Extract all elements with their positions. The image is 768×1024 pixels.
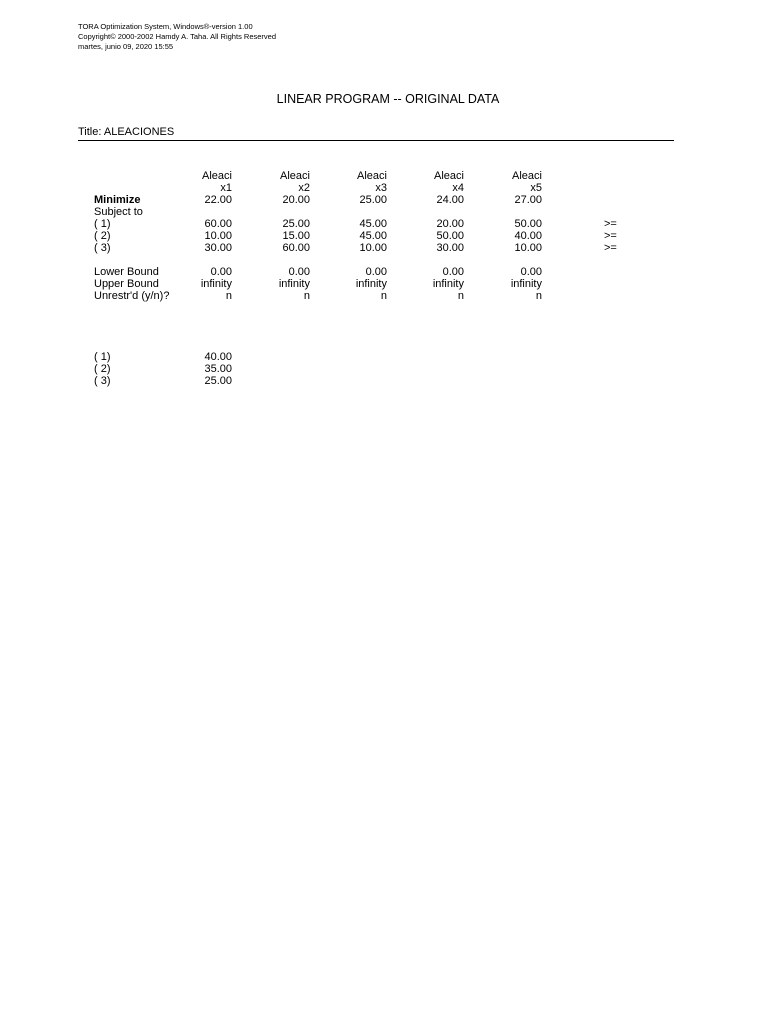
bound-value: 0.00 <box>288 266 310 278</box>
header-line-date: martes, junio 09, 2020 15:55 <box>78 42 174 51</box>
report-header <box>78 22 276 52</box>
rhs-row <box>0 363 768 375</box>
bound-row-upper <box>0 278 768 290</box>
constraint-relation: >= <box>604 242 617 254</box>
constraint-coef: 50.00 <box>514 218 542 230</box>
title-rule <box>78 140 674 141</box>
bound-value: 0.00 <box>442 266 464 278</box>
bound-row-unrestricted <box>0 290 768 302</box>
bound-value: infinity <box>510 278 542 290</box>
constraint-relation: >= <box>604 218 617 230</box>
rhs-value: 25.00 <box>204 375 232 387</box>
variable-sub: x4 <box>452 182 464 194</box>
constraint-row <box>0 230 768 242</box>
constraint-coef: 60.00 <box>204 218 232 230</box>
bound-value: n <box>380 290 387 302</box>
bound-value: n <box>303 290 310 302</box>
variable-name: Aleaci <box>512 170 542 182</box>
bound-value: infinity <box>200 278 232 290</box>
constraint-coef: 10.00 <box>359 242 387 254</box>
constraint-coef: 25.00 <box>282 218 310 230</box>
variable-name-row <box>0 170 768 182</box>
variable-sub-row <box>0 182 768 194</box>
bound-label: Upper Bound <box>94 278 159 290</box>
bound-value: infinity <box>278 278 310 290</box>
variable-name: Aleaci <box>202 170 232 182</box>
constraint-row <box>0 242 768 254</box>
variable-sub: x1 <box>220 182 232 194</box>
rhs-value: 35.00 <box>204 363 232 375</box>
report-title: LINEAR PROGRAM -- ORIGINAL DATA <box>276 92 500 106</box>
objective-row <box>0 194 768 206</box>
objective-coef: 22.00 <box>204 194 232 206</box>
constraint-coef: 30.00 <box>204 242 232 254</box>
header-line-copyright: Copyright© 2000-2002 Hamdy A. Taha. All Rights Reserved <box>78 32 276 41</box>
bound-value: n <box>225 290 232 302</box>
variable-sub: x5 <box>530 182 542 194</box>
bound-value: 0.00 <box>210 266 232 278</box>
constraint-coef: 10.00 <box>514 242 542 254</box>
bound-value: infinity <box>432 278 464 290</box>
constraint-label: ( 2) <box>94 230 111 242</box>
bound-row-lower <box>0 266 768 278</box>
constraint-coef: 30.00 <box>436 242 464 254</box>
objective-coef: 20.00 <box>282 194 310 206</box>
variable-name: Aleaci <box>357 170 387 182</box>
variable-sub: x3 <box>375 182 387 194</box>
rhs-row <box>0 351 768 363</box>
constraint-coef: 45.00 <box>359 230 387 242</box>
objective-label: Minimize <box>94 194 141 206</box>
constraint-coef: 40.00 <box>514 230 542 242</box>
variable-sub: x2 <box>298 182 310 194</box>
constraint-label: ( 3) <box>94 242 111 254</box>
bound-value: n <box>457 290 464 302</box>
objective-coef: 25.00 <box>359 194 387 206</box>
bound-value: infinity <box>355 278 387 290</box>
bound-label: Lower Bound <box>94 266 159 278</box>
constraint-label: ( 1) <box>94 218 111 230</box>
rhs-label: ( 3) <box>94 375 111 387</box>
constraint-row <box>0 218 768 230</box>
bound-value: 0.00 <box>365 266 387 278</box>
bound-label: Unrestr'd (y/n)? <box>94 290 170 302</box>
rhs-value: 40.00 <box>204 351 232 363</box>
bound-value: 0.00 <box>520 266 542 278</box>
rhs-row <box>0 375 768 387</box>
constraint-coef: 50.00 <box>436 230 464 242</box>
rhs-label: ( 2) <box>94 363 111 375</box>
constraint-coef: 10.00 <box>204 230 232 242</box>
variable-name: Aleaci <box>434 170 464 182</box>
bound-value: n <box>535 290 542 302</box>
header-line-software: TORA Optimization System, Windows®-version 1.00 <box>78 22 253 31</box>
problem-title: Title: ALEACIONES <box>78 126 175 138</box>
rhs-label: ( 1) <box>94 351 111 363</box>
constraint-relation: >= <box>604 230 617 242</box>
variable-name: Aleaci <box>280 170 310 182</box>
subject-to-label: Subject to <box>94 206 143 218</box>
constraint-coef: 60.00 <box>282 242 310 254</box>
constraint-coef: 45.00 <box>359 218 387 230</box>
objective-coef: 27.00 <box>514 194 542 206</box>
constraint-coef: 15.00 <box>282 230 310 242</box>
objective-coef: 24.00 <box>436 194 464 206</box>
constraint-coef: 20.00 <box>436 218 464 230</box>
subject-to-row <box>0 206 768 218</box>
